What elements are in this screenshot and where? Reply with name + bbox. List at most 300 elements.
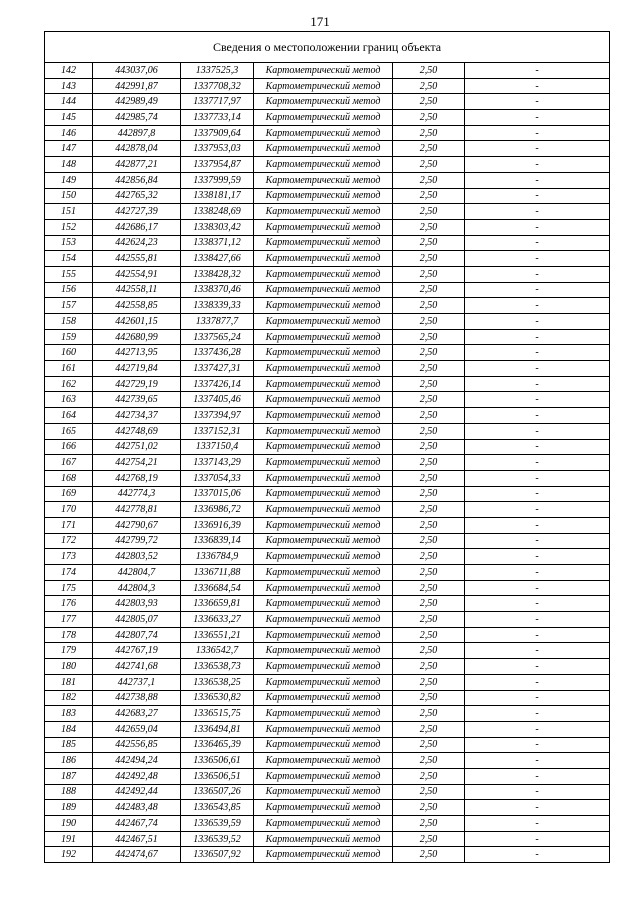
point-number-cell: 185 (45, 737, 93, 753)
description-cell: - (465, 659, 610, 675)
accuracy-cell: 2,50 (393, 455, 465, 471)
y-coordinate-cell: 1338428,32 (181, 266, 254, 282)
table-row (45, 768, 610, 784)
method-cell: Картометрический метод (254, 157, 393, 173)
x-coordinate-cell: 442748,69 (93, 423, 181, 439)
point-number-cell: 192 (45, 847, 93, 863)
accuracy-cell: 2,50 (393, 674, 465, 690)
description-cell: - (465, 251, 610, 267)
x-coordinate-cell: 442991,87 (93, 78, 181, 94)
description-cell: - (465, 486, 610, 502)
y-coordinate-cell: 1336494,81 (181, 721, 254, 737)
table-row (45, 486, 610, 502)
description-cell: - (465, 361, 610, 377)
table-row (45, 580, 610, 596)
method-cell: Картометрический метод (254, 204, 393, 220)
x-coordinate-cell: 442474,67 (93, 847, 181, 863)
point-number-cell: 180 (45, 659, 93, 675)
method-cell: Картометрический метод (254, 188, 393, 204)
accuracy-cell: 2,50 (393, 345, 465, 361)
y-coordinate-cell: 1337877,7 (181, 314, 254, 330)
x-coordinate-cell: 442555,81 (93, 251, 181, 267)
y-coordinate-cell: 1336506,61 (181, 753, 254, 769)
accuracy-cell: 2,50 (393, 361, 465, 377)
accuracy-cell: 2,50 (393, 517, 465, 533)
y-coordinate-cell: 1336507,26 (181, 784, 254, 800)
accuracy-cell: 2,50 (393, 784, 465, 800)
table-row (45, 549, 610, 565)
x-coordinate-cell: 442804,7 (93, 565, 181, 581)
point-number-cell: 170 (45, 502, 93, 518)
description-cell: - (465, 643, 610, 659)
point-number-cell: 189 (45, 800, 93, 816)
table-row (45, 659, 610, 675)
description-cell: - (465, 533, 610, 549)
table-row (45, 94, 610, 110)
y-coordinate-cell: 1336684,54 (181, 580, 254, 596)
accuracy-cell: 2,50 (393, 392, 465, 408)
point-number-cell: 158 (45, 314, 93, 330)
x-coordinate-cell: 442713,95 (93, 345, 181, 361)
table-row (45, 266, 610, 282)
point-number-cell: 161 (45, 361, 93, 377)
y-coordinate-cell: 1336839,14 (181, 533, 254, 549)
point-number-cell: 145 (45, 110, 93, 126)
point-number-cell: 144 (45, 94, 93, 110)
point-number-cell: 169 (45, 486, 93, 502)
description-cell: - (465, 470, 610, 486)
description-cell: - (465, 157, 610, 173)
point-number-cell: 162 (45, 376, 93, 392)
accuracy-cell: 2,50 (393, 721, 465, 737)
table-row (45, 690, 610, 706)
coordinates-table (44, 62, 610, 863)
point-number-cell: 179 (45, 643, 93, 659)
table-row (45, 141, 610, 157)
y-coordinate-cell: 1337708,32 (181, 78, 254, 94)
accuracy-cell: 2,50 (393, 141, 465, 157)
method-cell: Картометрический метод (254, 486, 393, 502)
point-number-cell: 188 (45, 784, 93, 800)
table-row (45, 706, 610, 722)
method-cell: Картометрический метод (254, 408, 393, 424)
x-coordinate-cell: 442737,1 (93, 674, 181, 690)
method-cell: Картометрический метод (254, 125, 393, 141)
y-coordinate-cell: 1337999,59 (181, 172, 254, 188)
description-cell: - (465, 235, 610, 251)
method-cell: Картометрический метод (254, 314, 393, 330)
y-coordinate-cell: 1337717,97 (181, 94, 254, 110)
y-coordinate-cell: 1337152,31 (181, 423, 254, 439)
y-coordinate-cell: 1337909,64 (181, 125, 254, 141)
table-row (45, 533, 610, 549)
table-row (45, 816, 610, 832)
description-cell: - (465, 141, 610, 157)
y-coordinate-cell: 1336542,7 (181, 643, 254, 659)
accuracy-cell: 2,50 (393, 78, 465, 94)
description-cell: - (465, 172, 610, 188)
y-coordinate-cell: 1336916,39 (181, 517, 254, 533)
method-cell: Картометрический метод (254, 376, 393, 392)
table-row (45, 235, 610, 251)
table-row (45, 78, 610, 94)
y-coordinate-cell: 1336543,85 (181, 800, 254, 816)
x-coordinate-cell: 442686,17 (93, 219, 181, 235)
description-cell: - (465, 721, 610, 737)
table-row (45, 470, 610, 486)
accuracy-cell: 2,50 (393, 549, 465, 565)
x-coordinate-cell: 442483,48 (93, 800, 181, 816)
y-coordinate-cell: 1336538,25 (181, 674, 254, 690)
point-number-cell: 142 (45, 63, 93, 79)
method-cell: Картометрический метод (254, 423, 393, 439)
x-coordinate-cell: 442558,85 (93, 298, 181, 314)
accuracy-cell: 2,50 (393, 235, 465, 251)
y-coordinate-cell: 1337394,97 (181, 408, 254, 424)
y-coordinate-cell: 1338248,69 (181, 204, 254, 220)
method-cell: Картометрический метод (254, 63, 393, 79)
accuracy-cell: 2,50 (393, 219, 465, 235)
x-coordinate-cell: 442738,88 (93, 690, 181, 706)
description-cell: - (465, 423, 610, 439)
accuracy-cell: 2,50 (393, 110, 465, 126)
x-coordinate-cell: 442804,3 (93, 580, 181, 596)
description-cell: - (465, 408, 610, 424)
coordinates-table-body (45, 63, 610, 863)
table-row (45, 502, 610, 518)
method-cell: Картометрический метод (254, 706, 393, 722)
accuracy-cell: 2,50 (393, 63, 465, 79)
description-cell: - (465, 63, 610, 79)
y-coordinate-cell: 1338303,42 (181, 219, 254, 235)
table-row (45, 282, 610, 298)
table-row (45, 455, 610, 471)
table-row (45, 110, 610, 126)
point-number-cell: 159 (45, 329, 93, 345)
y-coordinate-cell: 1338181,17 (181, 188, 254, 204)
accuracy-cell: 2,50 (393, 314, 465, 330)
x-coordinate-cell: 442492,44 (93, 784, 181, 800)
description-cell: - (465, 517, 610, 533)
table-row (45, 423, 610, 439)
accuracy-cell: 2,50 (393, 502, 465, 518)
page-number: 171 (310, 14, 330, 29)
accuracy-cell: 2,50 (393, 831, 465, 847)
accuracy-cell: 2,50 (393, 753, 465, 769)
description-cell: - (465, 455, 610, 471)
section-header (44, 31, 610, 63)
y-coordinate-cell: 1336539,52 (181, 831, 254, 847)
description-cell: - (465, 282, 610, 298)
y-coordinate-cell: 1338371,12 (181, 235, 254, 251)
y-coordinate-cell: 1337054,33 (181, 470, 254, 486)
description-cell: - (465, 847, 610, 863)
point-number-cell: 149 (45, 172, 93, 188)
y-coordinate-cell: 1336633,27 (181, 612, 254, 628)
y-coordinate-cell: 1337733,14 (181, 110, 254, 126)
method-cell: Картометрический метод (254, 141, 393, 157)
y-coordinate-cell: 1338339,33 (181, 298, 254, 314)
accuracy-cell: 2,50 (393, 816, 465, 832)
x-coordinate-cell: 443037,06 (93, 63, 181, 79)
method-cell: Картометрический метод (254, 627, 393, 643)
x-coordinate-cell: 442803,93 (93, 596, 181, 612)
method-cell: Картометрический метод (254, 659, 393, 675)
point-number-cell: 184 (45, 721, 93, 737)
table-row (45, 329, 610, 345)
accuracy-cell: 2,50 (393, 690, 465, 706)
method-cell: Картометрический метод (254, 361, 393, 377)
table-row (45, 408, 610, 424)
y-coordinate-cell: 1337426,14 (181, 376, 254, 392)
method-cell: Картометрический метод (254, 612, 393, 628)
accuracy-cell: 2,50 (393, 533, 465, 549)
y-coordinate-cell: 1336506,51 (181, 768, 254, 784)
y-coordinate-cell: 1336515,75 (181, 706, 254, 722)
point-number-cell: 174 (45, 565, 93, 581)
accuracy-cell: 2,50 (393, 768, 465, 784)
table-row (45, 376, 610, 392)
table-row (45, 204, 610, 220)
table-row (45, 188, 610, 204)
point-number-cell: 181 (45, 674, 93, 690)
description-cell: - (465, 219, 610, 235)
description-cell: - (465, 549, 610, 565)
x-coordinate-cell: 442897,8 (93, 125, 181, 141)
x-coordinate-cell: 442601,15 (93, 314, 181, 330)
method-cell: Картометрический метод (254, 831, 393, 847)
table-row (45, 361, 610, 377)
y-coordinate-cell: 1337436,28 (181, 345, 254, 361)
method-cell: Картометрический метод (254, 816, 393, 832)
y-coordinate-cell: 1336539,59 (181, 816, 254, 832)
point-number-cell: 157 (45, 298, 93, 314)
description-cell: - (465, 204, 610, 220)
table-row (45, 298, 610, 314)
y-coordinate-cell: 1336784,9 (181, 549, 254, 565)
method-cell: Картометрический метод (254, 392, 393, 408)
method-cell: Картометрический метод (254, 643, 393, 659)
accuracy-cell: 2,50 (393, 659, 465, 675)
x-coordinate-cell: 442739,65 (93, 392, 181, 408)
point-number-cell: 176 (45, 596, 93, 612)
x-coordinate-cell: 442877,21 (93, 157, 181, 173)
point-number-cell: 154 (45, 251, 93, 267)
accuracy-cell: 2,50 (393, 800, 465, 816)
y-coordinate-cell: 1337525,3 (181, 63, 254, 79)
point-number-cell: 153 (45, 235, 93, 251)
table-row (45, 800, 610, 816)
x-coordinate-cell: 442807,74 (93, 627, 181, 643)
accuracy-cell: 2,50 (393, 847, 465, 863)
method-cell: Картометрический метод (254, 737, 393, 753)
description-cell: - (465, 753, 610, 769)
accuracy-cell: 2,50 (393, 266, 465, 282)
method-cell: Картометрический метод (254, 329, 393, 345)
accuracy-cell: 2,50 (393, 157, 465, 173)
x-coordinate-cell: 442790,67 (93, 517, 181, 533)
table-row (45, 831, 610, 847)
x-coordinate-cell: 442803,52 (93, 549, 181, 565)
accuracy-cell: 2,50 (393, 612, 465, 628)
table-row (45, 63, 610, 79)
method-cell: Картометрический метод (254, 94, 393, 110)
point-number-cell: 183 (45, 706, 93, 722)
point-number-cell: 150 (45, 188, 93, 204)
point-number-cell: 186 (45, 753, 93, 769)
y-coordinate-cell: 1336551,21 (181, 627, 254, 643)
x-coordinate-cell: 442558,11 (93, 282, 181, 298)
section-title: Сведения о местоположении границ объекта (212, 40, 442, 54)
description-cell: - (465, 596, 610, 612)
x-coordinate-cell: 442774,3 (93, 486, 181, 502)
x-coordinate-cell: 442734,37 (93, 408, 181, 424)
method-cell: Картометрический метод (254, 235, 393, 251)
description-cell: - (465, 125, 610, 141)
method-cell: Картометрический метод (254, 345, 393, 361)
table-row (45, 219, 610, 235)
x-coordinate-cell: 442467,51 (93, 831, 181, 847)
method-cell: Картометрический метод (254, 219, 393, 235)
x-coordinate-cell: 442741,68 (93, 659, 181, 675)
description-cell: - (465, 345, 610, 361)
y-coordinate-cell: 1337565,24 (181, 329, 254, 345)
table-row (45, 737, 610, 753)
table-row (45, 345, 610, 361)
x-coordinate-cell: 442878,04 (93, 141, 181, 157)
method-cell: Картометрический метод (254, 533, 393, 549)
x-coordinate-cell: 442751,02 (93, 439, 181, 455)
point-number-cell: 177 (45, 612, 93, 628)
point-number-cell: 152 (45, 219, 93, 235)
description-cell: - (465, 737, 610, 753)
y-coordinate-cell: 1337953,03 (181, 141, 254, 157)
point-number-cell: 147 (45, 141, 93, 157)
table-row (45, 125, 610, 141)
table-row (45, 753, 610, 769)
table-row (45, 784, 610, 800)
accuracy-cell: 2,50 (393, 188, 465, 204)
x-coordinate-cell: 442754,21 (93, 455, 181, 471)
point-number-cell: 168 (45, 470, 93, 486)
method-cell: Картометрический метод (254, 78, 393, 94)
x-coordinate-cell: 442985,74 (93, 110, 181, 126)
x-coordinate-cell: 442556,85 (93, 737, 181, 753)
y-coordinate-cell: 1337015,06 (181, 486, 254, 502)
method-cell: Картометрический метод (254, 266, 393, 282)
method-cell: Картометрический метод (254, 172, 393, 188)
description-cell: - (465, 627, 610, 643)
table-row (45, 172, 610, 188)
x-coordinate-cell: 442767,19 (93, 643, 181, 659)
x-coordinate-cell: 442624,23 (93, 235, 181, 251)
accuracy-cell: 2,50 (393, 125, 465, 141)
x-coordinate-cell: 442683,27 (93, 706, 181, 722)
x-coordinate-cell: 442727,39 (93, 204, 181, 220)
method-cell: Картометрический метод (254, 110, 393, 126)
accuracy-cell: 2,50 (393, 423, 465, 439)
x-coordinate-cell: 442554,91 (93, 266, 181, 282)
method-cell: Картометрический метод (254, 847, 393, 863)
y-coordinate-cell: 1336530,82 (181, 690, 254, 706)
description-cell: - (465, 768, 610, 784)
table-row (45, 847, 610, 863)
description-cell: - (465, 110, 610, 126)
accuracy-cell: 2,50 (393, 643, 465, 659)
accuracy-cell: 2,50 (393, 298, 465, 314)
point-number-cell: 143 (45, 78, 93, 94)
description-cell: - (465, 188, 610, 204)
accuracy-cell: 2,50 (393, 565, 465, 581)
point-number-cell: 167 (45, 455, 93, 471)
method-cell: Картометрический метод (254, 251, 393, 267)
y-coordinate-cell: 1337954,87 (181, 157, 254, 173)
accuracy-cell: 2,50 (393, 627, 465, 643)
point-number-cell: 187 (45, 768, 93, 784)
accuracy-cell: 2,50 (393, 486, 465, 502)
y-coordinate-cell: 1336465,39 (181, 737, 254, 753)
accuracy-cell: 2,50 (393, 172, 465, 188)
description-cell: - (465, 784, 610, 800)
description-cell: - (465, 78, 610, 94)
y-coordinate-cell: 1336711,88 (181, 565, 254, 581)
table-row (45, 596, 610, 612)
point-number-cell: 172 (45, 533, 93, 549)
y-coordinate-cell: 1336659,81 (181, 596, 254, 612)
accuracy-cell: 2,50 (393, 439, 465, 455)
description-cell: - (465, 376, 610, 392)
x-coordinate-cell: 442799,72 (93, 533, 181, 549)
point-number-cell: 178 (45, 627, 93, 643)
point-number-cell: 155 (45, 266, 93, 282)
method-cell: Картометрический метод (254, 298, 393, 314)
accuracy-cell: 2,50 (393, 470, 465, 486)
description-cell: - (465, 580, 610, 596)
table-row (45, 392, 610, 408)
point-number-cell: 148 (45, 157, 93, 173)
description-cell: - (465, 800, 610, 816)
table-row (45, 517, 610, 533)
y-coordinate-cell: 1337150,4 (181, 439, 254, 455)
description-cell: - (465, 612, 610, 628)
point-number-cell: 146 (45, 125, 93, 141)
x-coordinate-cell: 442989,49 (93, 94, 181, 110)
method-cell: Картометрический метод (254, 690, 393, 706)
method-cell: Картометрический метод (254, 800, 393, 816)
table-row (45, 565, 610, 581)
method-cell: Картометрический метод (254, 596, 393, 612)
point-number-cell: 164 (45, 408, 93, 424)
point-number-cell: 160 (45, 345, 93, 361)
table-row (45, 643, 610, 659)
x-coordinate-cell: 442805,07 (93, 612, 181, 628)
y-coordinate-cell: 1337427,31 (181, 361, 254, 377)
description-cell: - (465, 329, 610, 345)
method-cell: Картометрический метод (254, 517, 393, 533)
point-number-cell: 171 (45, 517, 93, 533)
method-cell: Картометрический метод (254, 784, 393, 800)
accuracy-cell: 2,50 (393, 251, 465, 267)
accuracy-cell: 2,50 (393, 282, 465, 298)
accuracy-cell: 2,50 (393, 580, 465, 596)
x-coordinate-cell: 442659,04 (93, 721, 181, 737)
table-row (45, 314, 610, 330)
accuracy-cell: 2,50 (393, 596, 465, 612)
x-coordinate-cell: 442778,81 (93, 502, 181, 518)
point-number-cell: 166 (45, 439, 93, 455)
x-coordinate-cell: 442856,84 (93, 172, 181, 188)
y-coordinate-cell: 1336507,92 (181, 847, 254, 863)
